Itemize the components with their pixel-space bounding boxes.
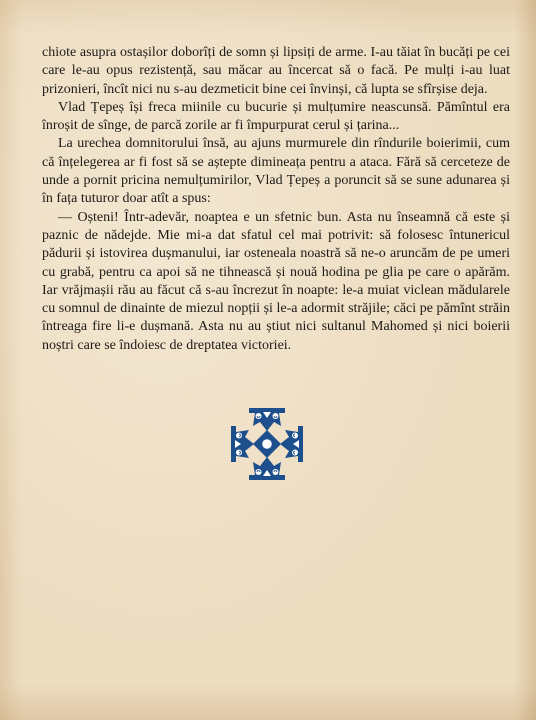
ornament-arm — [249, 408, 285, 431]
page-text — [42, 44, 510, 355]
paragraph-4: — Oșteni! Într-adevăr, noaptea e un sfetnic bun. Asta nu înseamnă că este și paznic de nădejde. Mie mi-a dat sfatul cel mai potrivit: să folosesc întunericul pădurii și istovirea dușmanului, iar osteneala noastră să ne-o aruncăm de pe umeri cu grabă, pentru ca apoi să ne tihnească și nouă hodina pe glia pe care o apărăm. Iar vrăjmașii rău au făcut că s-au încrezut în noapte: le-a muiat viclean mădularele cu somnul de dinainte de miezul nopții și le-a adormit străjile; căci pe pămînt străin întreaga fire li-e dușmană. Asta nu au știut nici sultanul Mahomed și nici boierii noștri care se îndoiesc de dreptatea victoriei. — [42, 209, 510, 353]
ornament-center — [262, 439, 272, 449]
folk-rosette-ornament-icon — [227, 404, 307, 484]
paragraph-2: Vlad Țepeș își freca miinile cu bucurie și mulțumire neascunsă. Pămîntul era înroșit de sînge, de parcă zorile ar fi împurpurat cerul și țarina... — [42, 99, 510, 134]
paragraph-1: chiote asupra ostașilor doborîți de somn și lipsiți de arme. I-au tăiat în bucăți pe cei care le-au opus rezistență, sau măcar au încercat să o facă. Pe mulți i-au luat prizonieri, încît nici nu s-au dezmeticit bine cei învinși, că lupta se sfîrșise deja. — [42, 45, 510, 97]
paragraph-3: La urechea domnitorului însă, au ajuns murmurele din rîndurile boierimii, cum că înțelegerea ar fi fost să se aștepte dimineața pentru a ataca. Fără să cerceteze de unde a pornit pricina nemulțumirilor, Vlad Țepeș a poruncit să se sune adunarea și în fața tuturor doar atît a spus: — [42, 136, 510, 207]
